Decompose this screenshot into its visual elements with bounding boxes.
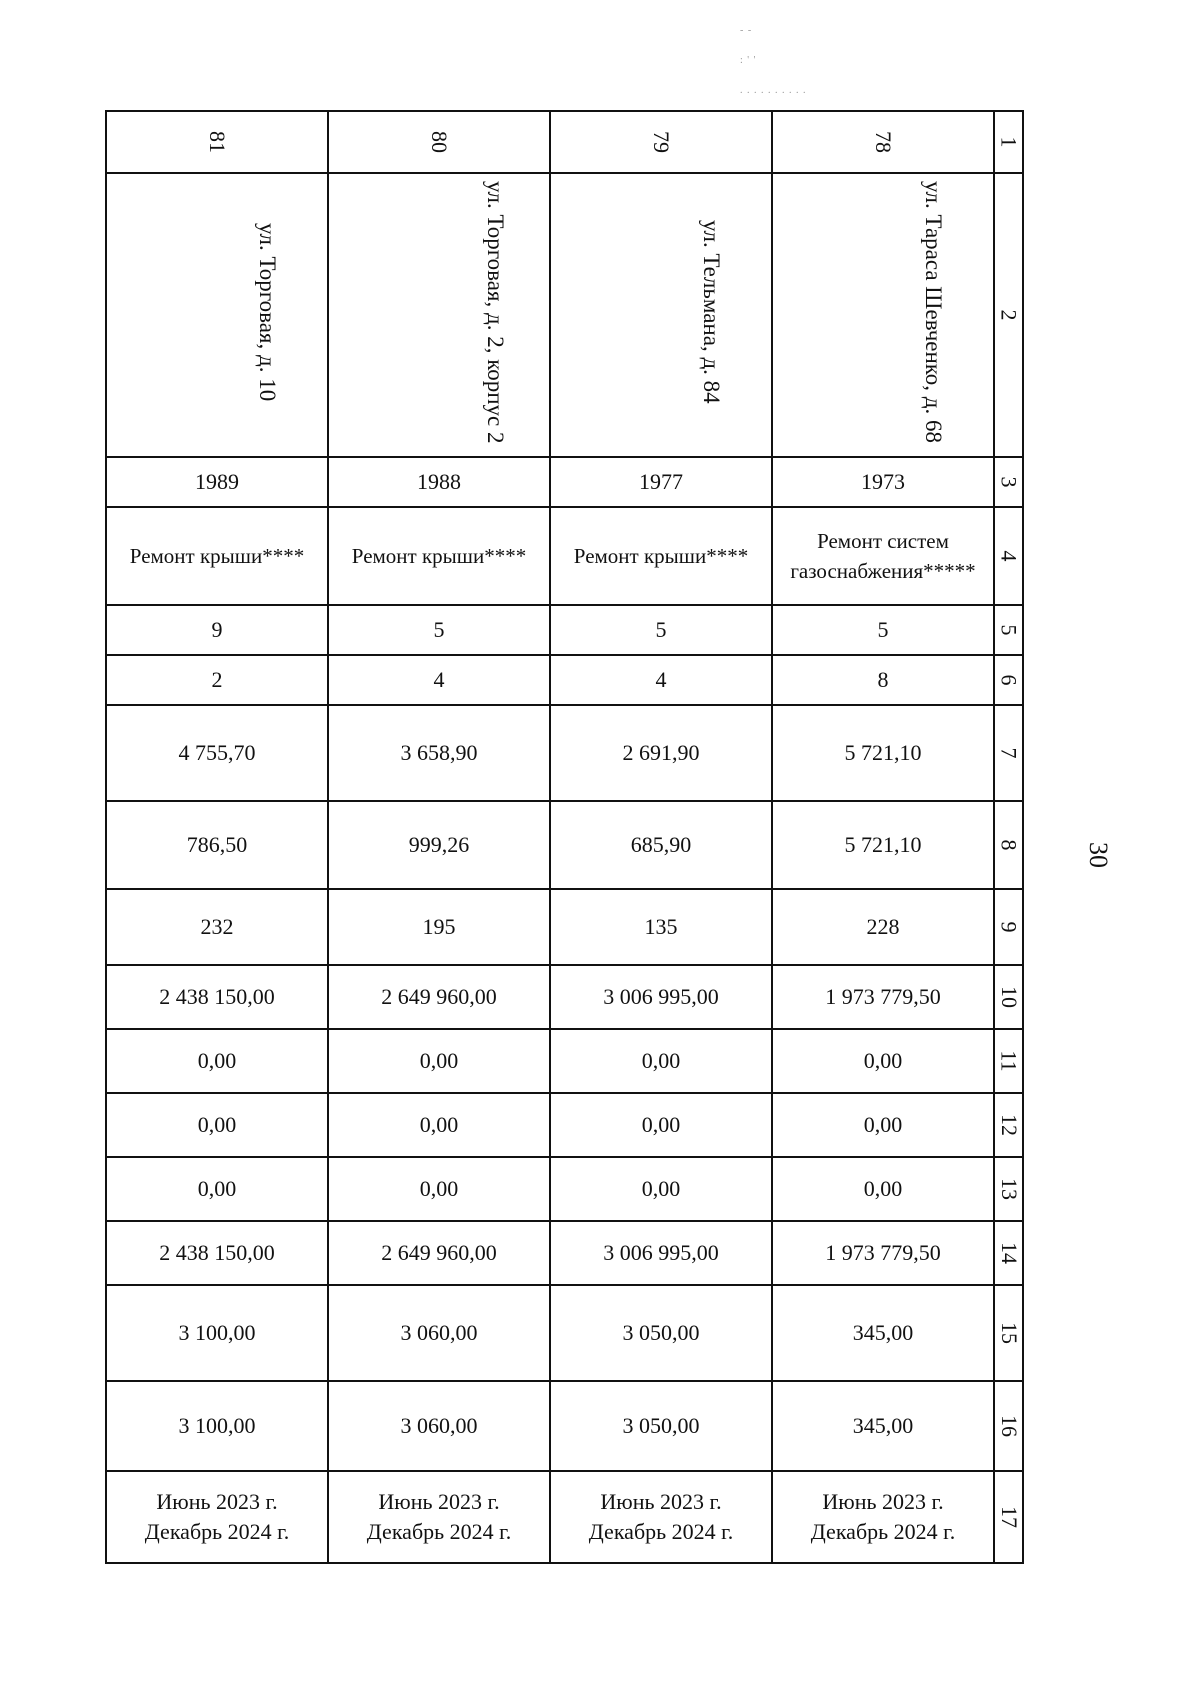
column-number: 11 — [994, 1029, 1023, 1093]
cell-value: 3 060,00 — [328, 1381, 550, 1471]
table-row — [106, 965, 1023, 1029]
cell-work-type: Ремонт крыши**** — [550, 507, 772, 605]
period-start: Июнь 2023 г. — [822, 1489, 944, 1514]
cell-value: 345,00 — [772, 1285, 994, 1381]
cell-value: 0,00 — [550, 1029, 772, 1093]
cell-value: 4 755,70 — [106, 705, 328, 801]
cell-value: 0,00 — [328, 1029, 550, 1093]
cell-value: 0,00 — [106, 1029, 328, 1093]
column-number: 15 — [994, 1285, 1023, 1381]
table-row — [106, 1093, 1023, 1157]
column-number: 6 — [994, 655, 1023, 705]
cell-value: 2 — [106, 655, 328, 705]
cell-value: 786,50 — [106, 801, 328, 889]
cell-year: 1977 — [550, 457, 772, 507]
table-row — [106, 507, 1023, 605]
cell-value: 4 — [550, 655, 772, 705]
cell-value: 2 691,90 — [550, 705, 772, 801]
column-number: 2 — [994, 173, 1023, 457]
column-number: 12 — [994, 1093, 1023, 1157]
cell-work-type — [772, 507, 994, 605]
cell-work-type: Ремонт крыши**** — [106, 507, 328, 605]
table-row — [106, 111, 1023, 173]
scan-artifact: . . . . . . . . . . — [740, 85, 807, 96]
repair-schedule-table — [105, 110, 1024, 1564]
table-row — [106, 173, 1023, 457]
cell-value: 3 658,90 — [328, 705, 550, 801]
cell-address: ул. Торговая, д. 2, корпус 2 — [328, 173, 550, 457]
period-start: Июнь 2023 г. — [378, 1489, 500, 1514]
column-number: 17 — [994, 1471, 1023, 1563]
table-row — [106, 1157, 1023, 1221]
cell-row-number: 81 — [106, 111, 328, 173]
cell-value: 0,00 — [772, 1093, 994, 1157]
work-type-line: Ремонт систем — [817, 529, 949, 553]
scan-artifact: - - — [740, 25, 753, 36]
table-row — [106, 1221, 1023, 1285]
table-row — [106, 705, 1023, 801]
cell-value: 5 721,10 — [772, 801, 994, 889]
column-number: 13 — [994, 1157, 1023, 1221]
cell-value: 0,00 — [328, 1093, 550, 1157]
cell-row-number: 78 — [772, 111, 994, 173]
table-row — [106, 457, 1023, 507]
cell-value: 3 006 995,00 — [550, 965, 772, 1029]
cell-value: 2 649 960,00 — [328, 1221, 550, 1285]
cell-value: 195 — [328, 889, 550, 965]
column-number: 7 — [994, 705, 1023, 801]
cell-value: 4 — [328, 655, 550, 705]
table-row — [106, 605, 1023, 655]
cell-value: 2 438 150,00 — [106, 1221, 328, 1285]
column-number: 9 — [994, 889, 1023, 965]
table-row — [106, 1381, 1023, 1471]
page-number: 30 — [1084, 842, 1113, 868]
cell-value: 685,90 — [550, 801, 772, 889]
table-row — [106, 889, 1023, 965]
cell-value: 9 — [106, 605, 328, 655]
period-end: Декабрь 2024 г. — [366, 1519, 512, 1544]
period-end: Декабрь 2024 г. — [588, 1519, 734, 1544]
cell-value: 5 — [550, 605, 772, 655]
period-end: Декабрь 2024 г. — [144, 1519, 290, 1544]
cell-value: 0,00 — [106, 1157, 328, 1221]
cell-value: 0,00 — [772, 1157, 994, 1221]
cell-period — [106, 1471, 328, 1563]
period-end: Декабрь 2024 г. — [810, 1519, 956, 1544]
cell-value: 0,00 — [772, 1029, 994, 1093]
column-number: 3 — [994, 457, 1023, 507]
cell-value: 3 050,00 — [550, 1381, 772, 1471]
table-row — [106, 655, 1023, 705]
column-number: 14 — [994, 1221, 1023, 1285]
cell-value: 8 — [772, 655, 994, 705]
table-row — [106, 1029, 1023, 1093]
cell-year: 1989 — [106, 457, 328, 507]
column-number: 8 — [994, 801, 1023, 889]
cell-value: 3 100,00 — [106, 1381, 328, 1471]
work-type-line: газоснабжения***** — [790, 559, 976, 583]
cell-value: 232 — [106, 889, 328, 965]
scan-artifact: : ' ' — [740, 55, 757, 66]
table-row — [106, 1471, 1023, 1563]
cell-period — [550, 1471, 772, 1563]
cell-value: 2 649 960,00 — [328, 965, 550, 1029]
cell-value: 999,26 — [328, 801, 550, 889]
cell-value: 1 973 779,50 — [772, 965, 994, 1029]
cell-period — [328, 1471, 550, 1563]
cell-value: 345,00 — [772, 1381, 994, 1471]
cell-value: 3 006 995,00 — [550, 1221, 772, 1285]
cell-value: 228 — [772, 889, 994, 965]
cell-year: 1988 — [328, 457, 550, 507]
cell-value: 0,00 — [328, 1157, 550, 1221]
cell-value: 0,00 — [550, 1157, 772, 1221]
column-number: 5 — [994, 605, 1023, 655]
column-number: 1 — [994, 111, 1023, 173]
column-number: 4 — [994, 507, 1023, 605]
cell-value: 1 973 779,50 — [772, 1221, 994, 1285]
cell-value: 3 060,00 — [328, 1285, 550, 1381]
cell-value: 135 — [550, 889, 772, 965]
cell-row-number: 80 — [328, 111, 550, 173]
table-row — [106, 1285, 1023, 1381]
column-number: 10 — [994, 965, 1023, 1029]
cell-value: 0,00 — [106, 1093, 328, 1157]
cell-value: 0,00 — [550, 1093, 772, 1157]
cell-address: ул. Торговая, д. 10 — [106, 173, 328, 457]
cell-row-number: 79 — [550, 111, 772, 173]
cell-address: ул. Тараса Шевченко, д. 68 — [772, 173, 994, 457]
cell-year: 1973 — [772, 457, 994, 507]
column-number: 16 — [994, 1381, 1023, 1471]
cell-value: 2 438 150,00 — [106, 965, 328, 1029]
period-start: Июнь 2023 г. — [600, 1489, 722, 1514]
table-row — [106, 801, 1023, 889]
cell-value: 3 100,00 — [106, 1285, 328, 1381]
cell-value: 3 050,00 — [550, 1285, 772, 1381]
cell-value: 5 — [328, 605, 550, 655]
period-start: Июнь 2023 г. — [156, 1489, 278, 1514]
cell-address: ул. Тельмана, д. 84 — [550, 173, 772, 457]
cell-work-type: Ремонт крыши**** — [328, 507, 550, 605]
cell-value: 5 — [772, 605, 994, 655]
cell-period — [772, 1471, 994, 1563]
cell-value: 5 721,10 — [772, 705, 994, 801]
